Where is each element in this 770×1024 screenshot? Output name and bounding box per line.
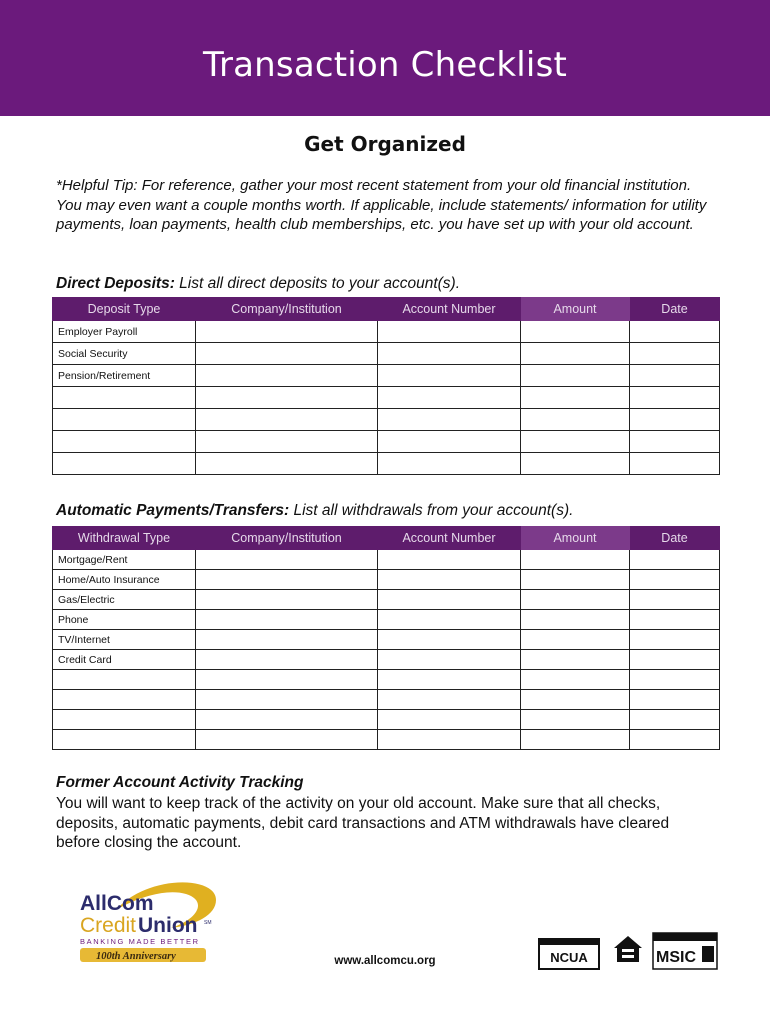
automatic-payments-title-bold: Automatic Payments/Transfers: bbox=[56, 502, 290, 519]
entry-cell[interactable] bbox=[521, 453, 630, 475]
ncua-text: NCUA bbox=[550, 950, 588, 965]
logo-line2a: Credit bbox=[80, 914, 137, 937]
direct-deposits-title bbox=[56, 275, 460, 293]
entry-cell[interactable] bbox=[630, 630, 720, 650]
row-type-label: Home/Auto Insurance bbox=[53, 570, 196, 590]
entry-cell[interactable] bbox=[196, 343, 378, 365]
row-type-label bbox=[53, 387, 196, 409]
row-type-label bbox=[53, 670, 196, 690]
entry-cell[interactable] bbox=[630, 387, 720, 409]
entry-cell[interactable] bbox=[521, 690, 630, 710]
entry-cell[interactable] bbox=[521, 650, 630, 670]
entry-cell[interactable] bbox=[196, 730, 378, 750]
entry-cell[interactable] bbox=[196, 431, 378, 453]
entry-cell[interactable] bbox=[630, 590, 720, 610]
automatic-payments-title bbox=[56, 502, 573, 520]
table-row bbox=[53, 431, 720, 453]
entry-cell[interactable] bbox=[378, 431, 521, 453]
entry-cell[interactable] bbox=[196, 550, 378, 570]
column-header: Company/Institution bbox=[196, 527, 378, 550]
table-row bbox=[53, 670, 720, 690]
table-row bbox=[53, 321, 720, 343]
table-row bbox=[53, 409, 720, 431]
entry-cell[interactable] bbox=[378, 590, 521, 610]
entry-cell[interactable] bbox=[521, 570, 630, 590]
former-account-title: Former Account Activity Tracking bbox=[56, 774, 304, 791]
logo-line1: AllCom bbox=[80, 892, 154, 915]
table-row bbox=[53, 343, 720, 365]
entry-cell[interactable] bbox=[378, 321, 521, 343]
entry-cell[interactable] bbox=[630, 610, 720, 630]
entry-cell[interactable] bbox=[521, 670, 630, 690]
header-banner bbox=[0, 0, 770, 116]
entry-cell[interactable] bbox=[378, 710, 521, 730]
entry-cell[interactable] bbox=[630, 550, 720, 570]
entry-cell[interactable] bbox=[521, 387, 630, 409]
logo-tagline: BANKING MADE BETTER bbox=[80, 937, 200, 946]
entry-cell[interactable] bbox=[378, 343, 521, 365]
entry-cell[interactable] bbox=[521, 710, 630, 730]
row-type-label: Employer Payroll bbox=[53, 321, 196, 343]
entry-cell[interactable] bbox=[196, 690, 378, 710]
table-row bbox=[53, 610, 720, 630]
row-type-label: Pension/Retirement bbox=[53, 365, 196, 387]
entry-cell[interactable] bbox=[521, 431, 630, 453]
entry-cell[interactable] bbox=[630, 710, 720, 730]
msic-text: MSIC bbox=[656, 949, 696, 966]
entry-cell[interactable] bbox=[630, 365, 720, 387]
table-row bbox=[53, 730, 720, 750]
row-type-label bbox=[53, 409, 196, 431]
direct-deposits-title-rest: List all direct deposits to your account(s). bbox=[174, 275, 461, 292]
row-type-label: Phone bbox=[53, 610, 196, 630]
row-type-label bbox=[53, 431, 196, 453]
entry-cell[interactable] bbox=[378, 630, 521, 650]
entry-cell[interactable] bbox=[196, 610, 378, 630]
table-row bbox=[53, 453, 720, 475]
entry-cell[interactable] bbox=[196, 387, 378, 409]
entry-cell[interactable] bbox=[378, 365, 521, 387]
entry-cell[interactable] bbox=[196, 365, 378, 387]
entry-cell[interactable] bbox=[630, 570, 720, 590]
entry-cell[interactable] bbox=[378, 550, 521, 570]
row-type-label: Gas/Electric bbox=[53, 590, 196, 610]
table-row bbox=[53, 387, 720, 409]
entry-cell[interactable] bbox=[196, 630, 378, 650]
row-type-label bbox=[53, 453, 196, 475]
entry-cell[interactable] bbox=[378, 453, 521, 475]
entry-cell[interactable] bbox=[196, 453, 378, 475]
entry-cell[interactable] bbox=[521, 630, 630, 650]
entry-cell[interactable] bbox=[378, 650, 521, 670]
entry-cell[interactable] bbox=[521, 610, 630, 630]
entry-cell[interactable] bbox=[630, 409, 720, 431]
table-header-row bbox=[53, 527, 720, 550]
entry-cell[interactable] bbox=[630, 343, 720, 365]
equal-housing-icon bbox=[610, 932, 646, 968]
entry-cell[interactable] bbox=[378, 690, 521, 710]
column-header: Date bbox=[630, 298, 720, 321]
entry-cell[interactable] bbox=[630, 453, 720, 475]
table-header-row bbox=[53, 298, 720, 321]
column-header: Company/Institution bbox=[196, 298, 378, 321]
entry-cell[interactable] bbox=[630, 670, 720, 690]
entry-cell[interactable] bbox=[196, 321, 378, 343]
entry-cell[interactable] bbox=[521, 321, 630, 343]
logo-anniversary: 100th Anniversary bbox=[96, 951, 176, 962]
entry-cell[interactable] bbox=[521, 550, 630, 570]
ncua-badge bbox=[538, 938, 600, 970]
entry-cell[interactable] bbox=[196, 409, 378, 431]
automatic-payments-table bbox=[52, 526, 720, 750]
table-row bbox=[53, 650, 720, 670]
table-row bbox=[53, 550, 720, 570]
column-header: Amount bbox=[521, 298, 630, 321]
msic-badge bbox=[652, 932, 718, 970]
logo-sm: SM bbox=[204, 920, 212, 926]
subtitle: Get Organized bbox=[304, 132, 466, 156]
entry-cell[interactable] bbox=[196, 570, 378, 590]
entry-cell[interactable] bbox=[521, 365, 630, 387]
table-row bbox=[53, 590, 720, 610]
entry-cell[interactable] bbox=[378, 730, 521, 750]
row-type-label bbox=[53, 710, 196, 730]
entry-cell[interactable] bbox=[196, 650, 378, 670]
page-title: Transaction Checklist bbox=[202, 45, 568, 85]
column-header: Amount bbox=[521, 527, 630, 550]
entry-cell[interactable] bbox=[630, 321, 720, 343]
table-row bbox=[53, 710, 720, 730]
entry-cell[interactable] bbox=[630, 730, 720, 750]
column-header: Date bbox=[630, 527, 720, 550]
allcom-logo bbox=[76, 880, 226, 970]
helpful-tip: *Helpful Tip: For reference, gather your most recent statement from your old financial institution. You may even want a couple months worth. If applicable, include statements/ information for utility payments, loan payments, health club memberships, etc. you have set up with your old account. bbox=[56, 177, 707, 233]
table-row bbox=[53, 365, 720, 387]
row-type-label bbox=[53, 690, 196, 710]
former-account-body: You will want to keep track of the activity on your old account. Make sure that all checks, deposits, automatic payments, debit card transactions and ATM withdrawals have cleared before closing the account. bbox=[56, 795, 670, 851]
table-row bbox=[53, 690, 720, 710]
entry-cell[interactable] bbox=[521, 343, 630, 365]
row-type-label: Credit Card bbox=[53, 650, 196, 670]
entry-cell[interactable] bbox=[378, 409, 521, 431]
automatic-payments-title-rest: List all withdrawals from your account(s). bbox=[289, 502, 574, 519]
row-type-label bbox=[53, 730, 196, 750]
table-row bbox=[53, 570, 720, 590]
entry-cell[interactable] bbox=[196, 670, 378, 690]
column-header: Account Number bbox=[378, 527, 521, 550]
row-type-label: Social Security bbox=[53, 343, 196, 365]
entry-cell[interactable] bbox=[378, 610, 521, 630]
entry-cell[interactable] bbox=[196, 590, 378, 610]
entry-cell[interactable] bbox=[521, 730, 630, 750]
entry-cell[interactable] bbox=[378, 670, 521, 690]
row-type-label: TV/Internet bbox=[53, 630, 196, 650]
entry-cell[interactable] bbox=[630, 690, 720, 710]
column-header: Withdrawal Type bbox=[53, 527, 196, 550]
row-type-label: Mortgage/Rent bbox=[53, 550, 196, 570]
entry-cell[interactable] bbox=[378, 570, 521, 590]
entry-cell[interactable] bbox=[521, 590, 630, 610]
entry-cell[interactable] bbox=[630, 431, 720, 453]
logo-line2b: Union bbox=[138, 914, 198, 937]
direct-deposits-table bbox=[52, 297, 720, 475]
footer-url[interactable]: www.allcomcu.org bbox=[334, 955, 436, 967]
entry-cell[interactable] bbox=[196, 710, 378, 730]
direct-deposits-title-bold: Direct Deposits: bbox=[56, 275, 175, 292]
entry-cell[interactable] bbox=[521, 409, 630, 431]
table-row bbox=[53, 630, 720, 650]
column-header: Account Number bbox=[378, 298, 521, 321]
entry-cell[interactable] bbox=[630, 650, 720, 670]
entry-cell[interactable] bbox=[378, 387, 521, 409]
column-header: Deposit Type bbox=[53, 298, 196, 321]
